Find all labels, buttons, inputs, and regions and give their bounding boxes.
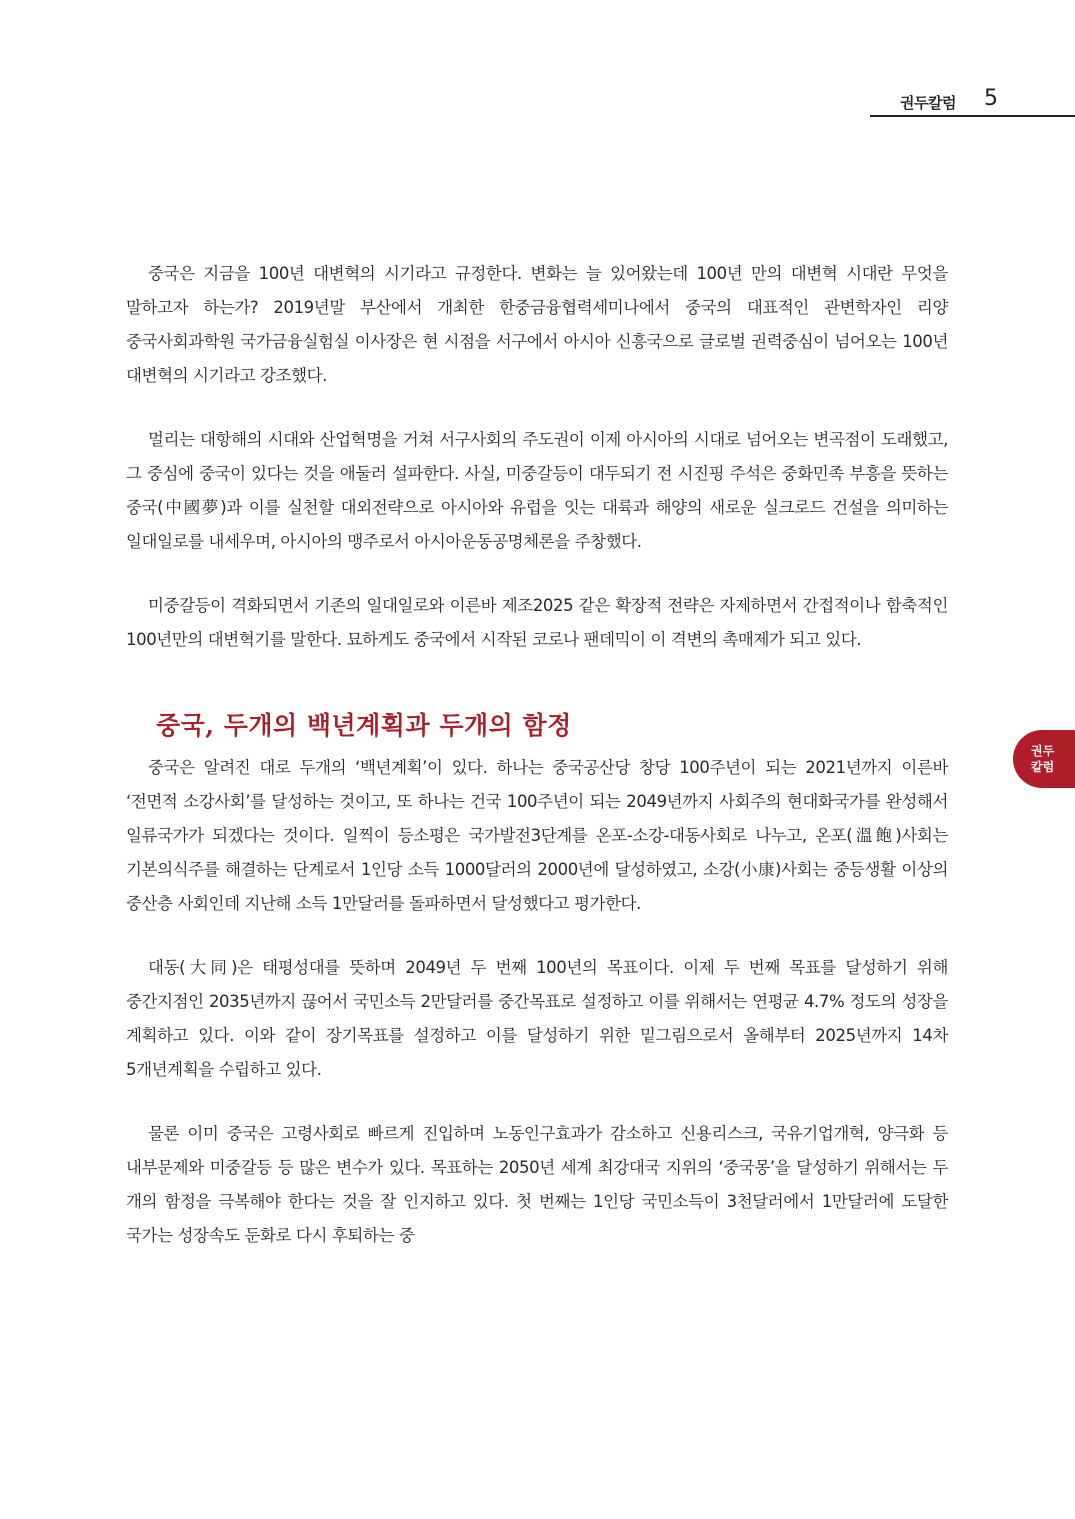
side-tab-line: 권두 xyxy=(1031,744,1055,758)
side-tab-line: 칼럼 xyxy=(1031,760,1055,774)
paragraph: 중국은 지금을 100년 대변혁의 시기라고 규정한다. 변화는 늘 있어왔는데 100년 만의 대변혁 시대란 무엇을 말하고자 하는가? 2019년말 부산에서 개최한 한중금융협력세미나에서 중국의 대표적인 관변학자인 리양 중국사회과학원 국가금융실험실 이사장은 현 시점을 서구에서 아시아 신흥국으로 글로벌 권력중심이 넘어오는 100년 대변혁의 시기라고 강조했다. xyxy=(126,264,948,385)
section-heading: 중국, 두개의 백년계획과 두개의 함정 xyxy=(156,711,572,740)
header-title: 권두칼럼 xyxy=(900,94,956,112)
page-number: 5 xyxy=(984,86,998,111)
paragraph: 미중갈등이 격화되면서 기존의 일대일로와 이른바 제조2025 같은 확장적 전략은 자제하면서 간접적이나 함축적인 100년만의 대변혁기를 말한다. 묘하게도 중국에서 시작된 코로나 팬데믹이 이 격변의 촉매제가 되고 있다. xyxy=(126,596,948,649)
header-rule xyxy=(870,115,1075,117)
article-body xyxy=(126,257,948,1283)
paragraph: 대동(大同)은 태평성대를 뜻하며 2049년 두 번째 100년의 목표이다. 이제 두 번째 목표를 달성하기 위해 중간지점인 2035년까지 끊어서 국민소득 2만달러를 중간목표로 설정하고 이를 위해서는 연평균 4.7% 정도의 성장을 계획하고 있다. 이와 같이 장기목표를 설정하고 이를 달성하기 위한 밑그림으로서 올해부터 2025년까지 14차 5개년계획을 수립하고 있다. xyxy=(126,958,948,1079)
paragraph: 멀리는 대항해의 시대와 산업혁명을 거쳐 서구사회의 주도권이 이제 아시아의 시대로 넘어오는 변곡점이 도래했고, 그 중심에 중국이 있다는 것을 애둘러 설파한다. 사실, 미중갈등이 대두되기 전 시진핑 주석은 중화민족 부흥을 뜻하는 중국(中國夢)과 이를 실천할 대외전략으로 아시아와 유럽을 잇는 대륙과 해양의 새로운 실크로드 건설을 의미하는 일대일로를 내세우며, 아시아의 맹주로서 아시아운동공명체론을 주창했다. xyxy=(126,430,948,551)
paragraph: 중국은 알려진 대로 두개의 ‘백년계획’이 있다. 하나는 중국공산당 창당 100주년이 되는 2021년까지 이른바 ‘전면적 소강사회’를 달성하는 것이고, 또 하나는 건국 100주년이 되는 2049년까지 사회주의 현대화국가를 완성해서 일류국가가 되겠다는 것이다. 일찍이 등소평은 국가발전3단계를 온포-소강-대동사회로 나누고, 온포(溫飽)사회는 기본의식주를 해결하는 단계로서 1인당 소득 1000달러의 2000년에 달성하였고, 소강(小康)사회는 중등생활 이상의 중산층 사회인데 지난해 소득 1만달러를 돌파하면서 달성했다고 평가한다. xyxy=(126,758,948,913)
running-header xyxy=(870,88,1075,118)
section-side-tab xyxy=(1013,730,1075,788)
paragraph: 물론 이미 중국은 고령사회로 빠르게 진입하며 노동인구효과가 감소하고 신용리스크, 국유기업개혁, 양극화 등 내부문제와 미중갈등 등 많은 변수가 있다. 목표하는 2050년 세계 최강대국 지위의 ‘중국몽’을 달성하기 위해서는 두 개의 함정을 극복해야 한다는 것을 잘 인지하고 있다. 첫 번째는 1인당 국민소득이 3천달러에서 1만달러에 도달한 국가는 성장속도 둔화로 다시 후퇴하는 중 xyxy=(126,1124,948,1245)
